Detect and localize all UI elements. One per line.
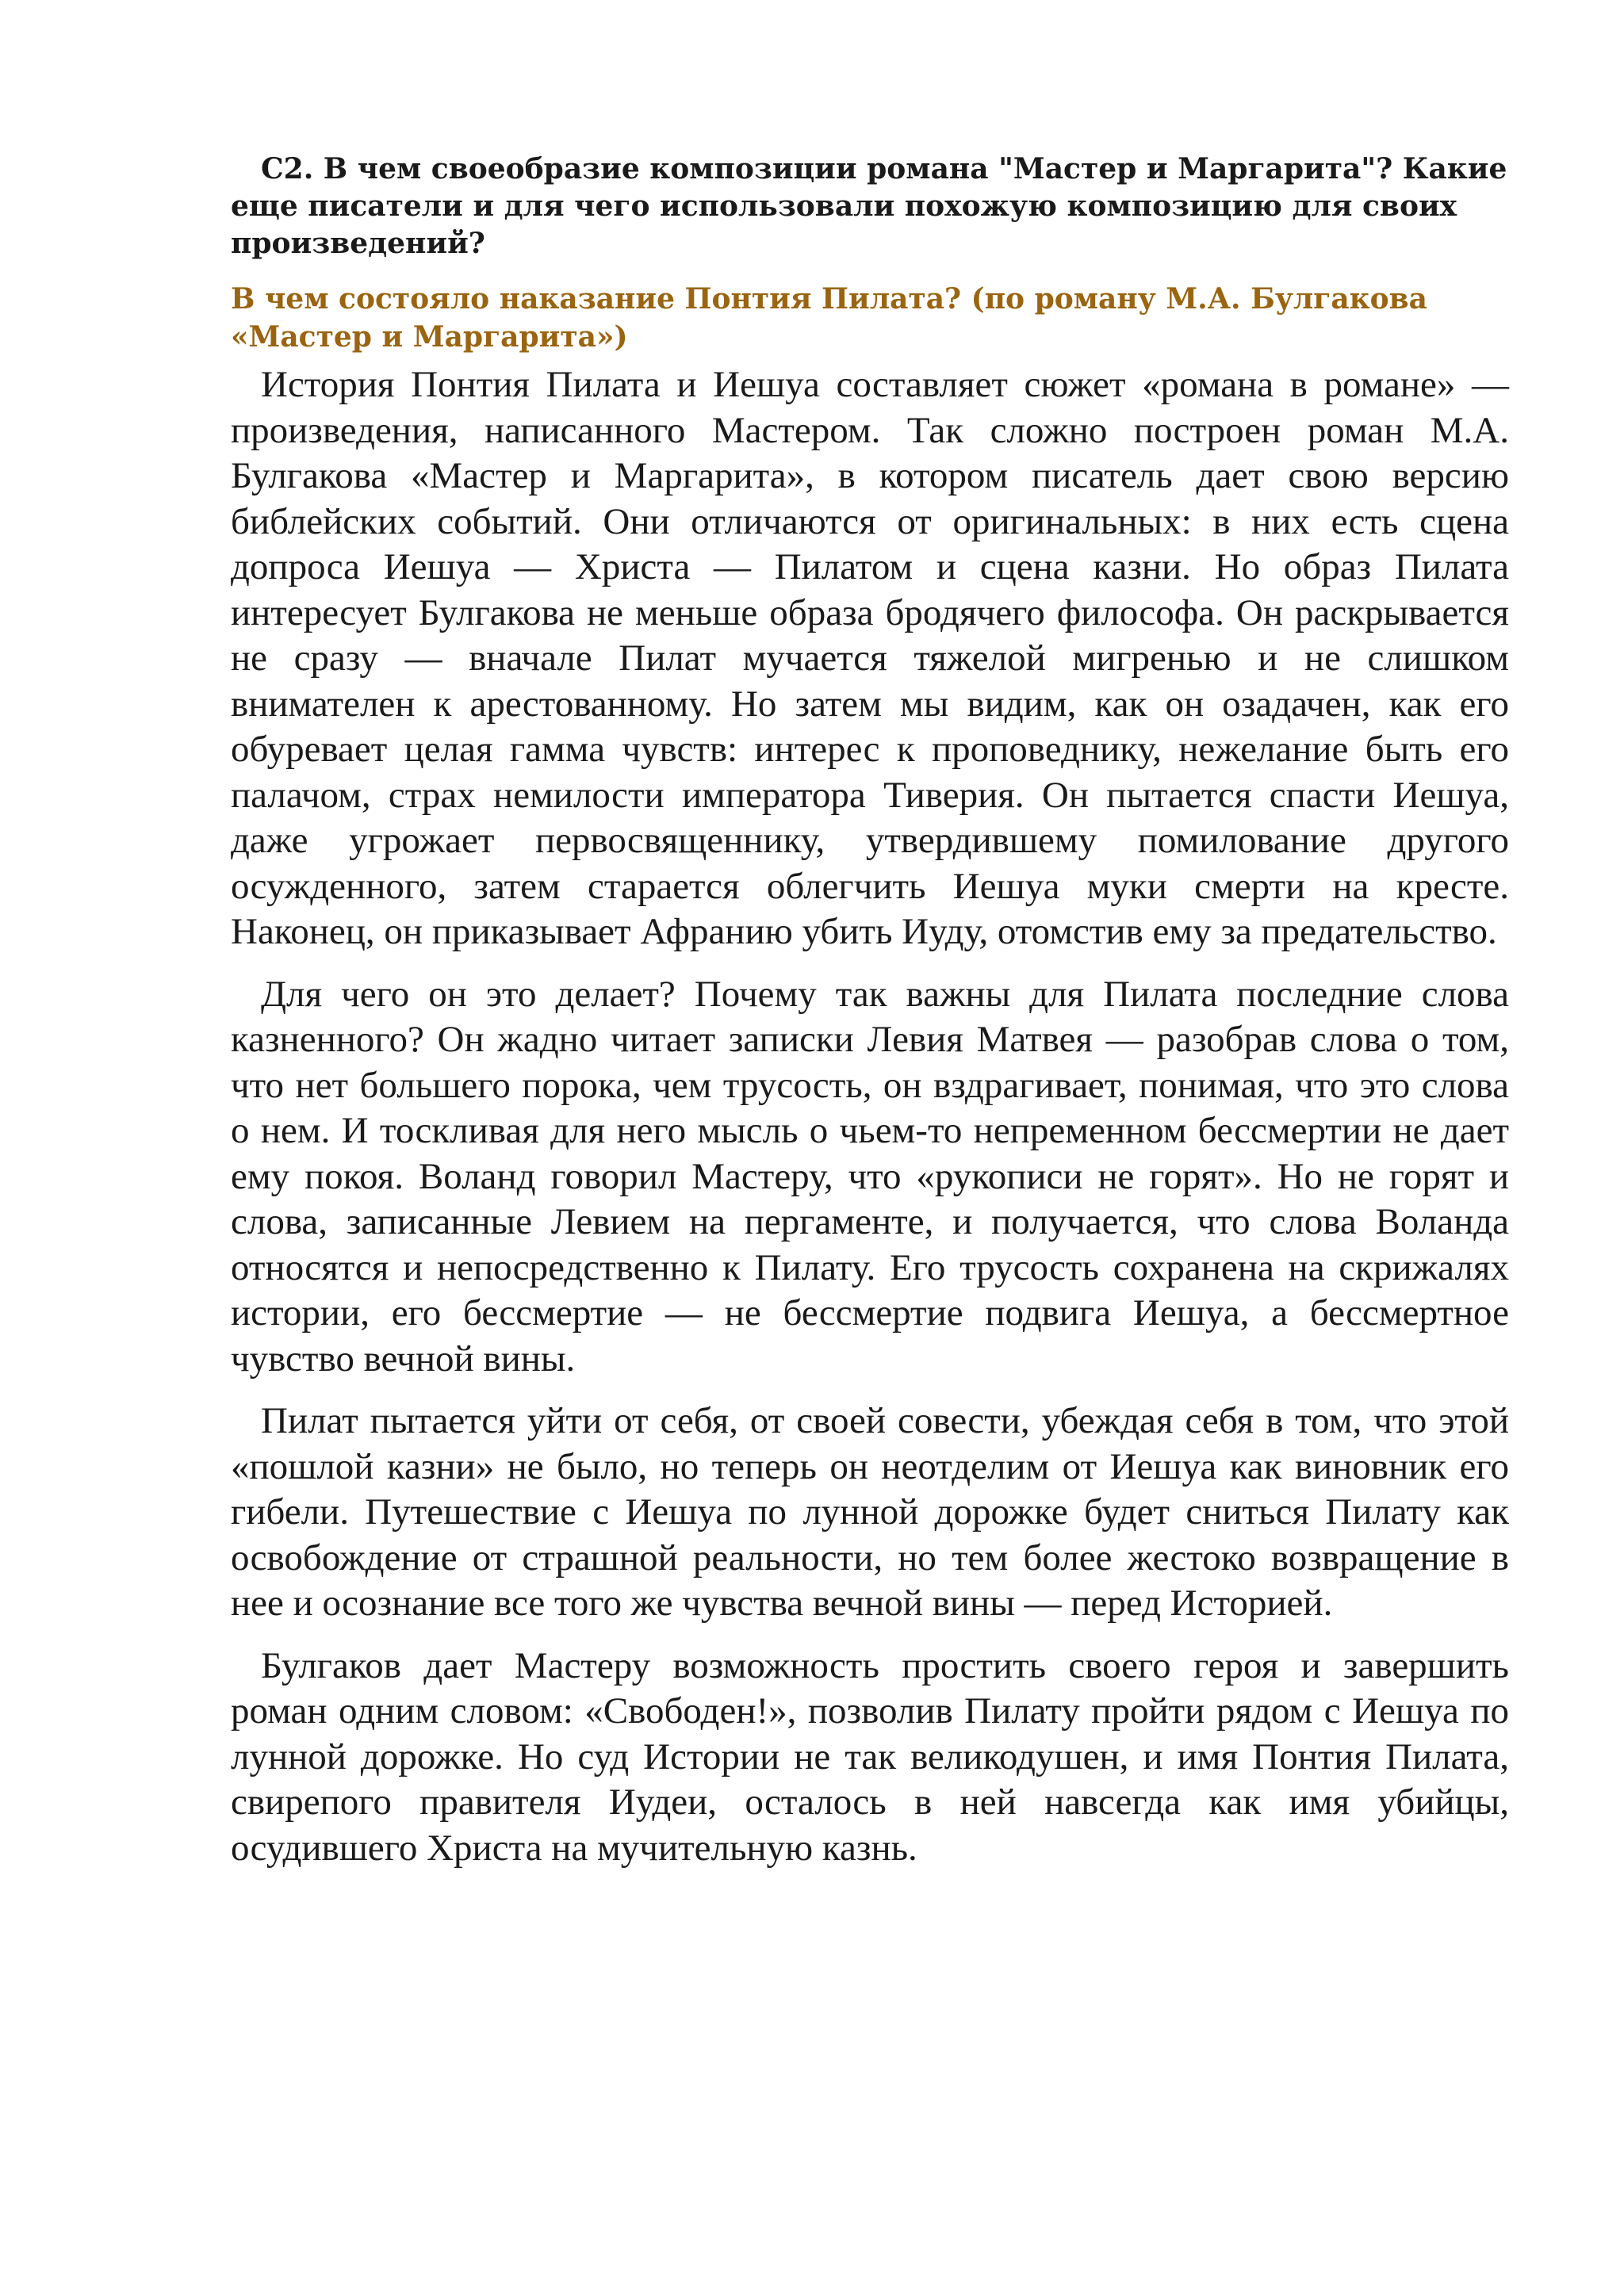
document-page [231,151,1509,1871]
paragraph-3: Пилат пытается уйти от себя, от своей совести, убеждая себя в том, что этой «пошлой казни» не было, но теперь он неотделим от Иешуа как виновник его гибели. Путешествие с Иешуа по лунной дорожке будет сниться Пилату как освобождение от страшной реальности, но тем более жестоко возвращение в нее и осознание все того же чувства вечной вины — перед Историей. [231,1400,1509,1624]
question-heading: C2. В чем своеобразие композиции романа "Мастер и Маргарита"? Какие еще писатели и для чего использовали похожую композицию для своих произведений? [231,152,1507,260]
paragraph-4: Булгаков дает Мастеру возможность простить своего героя и завершить роман одним словом: «Свободен!», позволив Пилату пройти рядом с Иешуа по лунной дорожке. Но суд Истории не так великодушен, и имя Понтия Пилата, свирепого правителя Иудеи, осталось в ней навсегда как имя убийцы, осудившего Христа на мучительную казнь. [231,1644,1509,1869]
paragraph-2: Для чего он это делает? Почему так важны для Пилата последние слова казненного? Он жадно читает записки Левия Матвея — разобрав слова о том, что нет большего порока, чем трусость, он вздрагивает, понимая, что это слова о нем. И тоскливая для него мысль о чьем-то непременном бессмертии не дает ему покоя. Воланд говорил Мастеру, что «рукописи не горят». Но не горят и слова, записанные Левием на пергаменте, и получается, что слова Воланда относятся и непосредственно к Пилату. Его трусость сохранена на скрижалях истории, его бессмертие — не бессмертие подвига Иешуа, а бессмертное чувство вечной вины. [231,973,1509,1380]
essay-title: В чем состояло наказание Понтия Пилата? (по роману М.А. Булгакова «Мастер и Маргарита») [231,282,1427,354]
paragraph-1: История Понтия Пилата и Иешуа составляет сюжет «романа в романе» — произведения, написанного Мастером. Так сложно построен роман М.А. Булгакова «Мастер и Маргарита», в котором писатель дает свою версию библейских событий. Они отличаются от оригинальных: в них есть сцена допроса Иешуа — Христа — Пилатом и сцена казни. Но образ Пилата интересует Булгакова не меньше образа бродячего философа. Он раскрывается не сразу — вначале Пилат мучается тяжелой мигренью и не слишком внимателен к арестованному. Но затем мы видим, как он озадачен, как его обуревает целая гамма чувств: интерес к проповеднику, нежелание быть его палачом, страх немилости императора Тиверия. Он пытается спасти Иешуа, даже угрожает первосвященнику, утвердившему помилование другого осужденного, затем старается облегчить Иешуа муки смерти на кресте. Наконец, он приказывает Афранию убить Иуду, отомстив ему за предательство. [231,364,1509,952]
